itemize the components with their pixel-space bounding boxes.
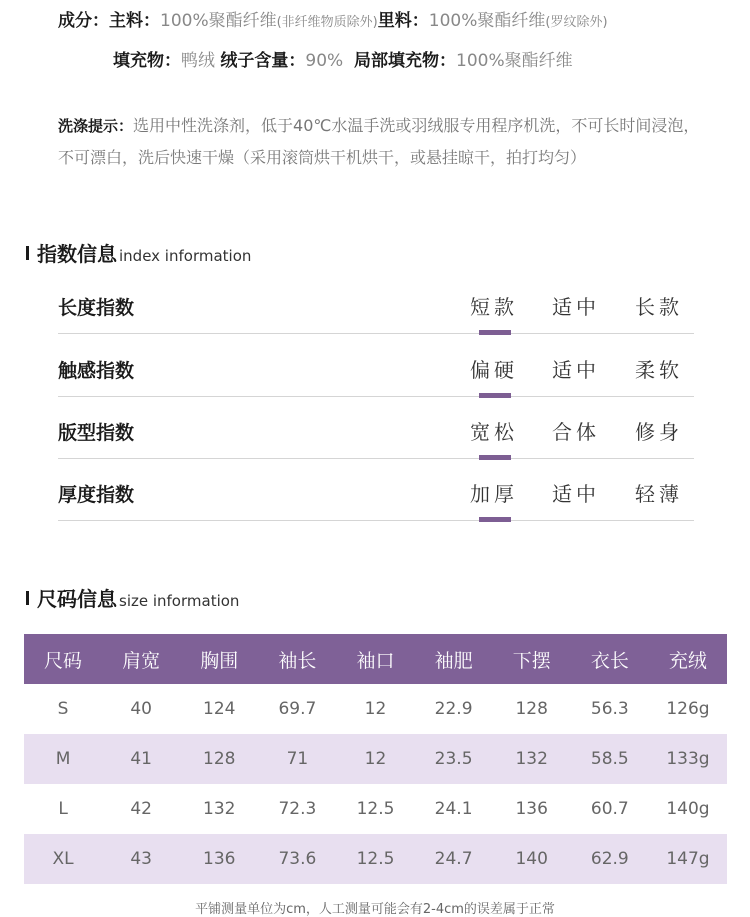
table-cell: 124 [203, 699, 236, 719]
index-option: 修身 [635, 420, 683, 444]
filling-label: 填充物： [113, 51, 181, 71]
table-cell: S [57, 699, 69, 719]
table-cell: 12 [336, 734, 414, 784]
down-content-value: 90% [305, 51, 344, 71]
table-cell: L [58, 799, 68, 819]
measurement-note: 平铺测量单位为cm，人工测量可能会有2-4cm的误差属于正常 [195, 902, 555, 917]
index-option: 适中 [552, 482, 600, 506]
partial-filling-label: 局部填充物： [354, 51, 457, 71]
header-hem: 下摆 [493, 634, 571, 684]
table-cell: 42 [130, 799, 152, 819]
table-header-row [24, 634, 727, 684]
table-cell: 60.7 [590, 799, 629, 819]
table-cell: 41 [102, 734, 180, 784]
size-table [24, 634, 727, 884]
index-row-name: 长度指数 [58, 297, 135, 319]
table-cell: 136 [180, 834, 258, 884]
header-size: 尺码 [24, 634, 102, 684]
size-title: 尺码信息 [37, 587, 117, 611]
index-row-thickness [58, 458, 694, 520]
table-cell: 12 [364, 699, 387, 719]
table-cell: 12.5 [356, 799, 395, 819]
divider [58, 520, 694, 521]
table-cell: 22.9 [434, 699, 473, 719]
main-fabric-note: (非纤维物质除外) [276, 15, 378, 30]
index-option: 加厚 [470, 482, 518, 506]
header-sleeve-width: 袖肥 [415, 634, 493, 684]
filling-value: 鸭绒 [181, 51, 215, 71]
composition-line-2 [113, 46, 573, 71]
table-cell: 58.5 [571, 734, 649, 784]
index-option: 宽松 [470, 420, 518, 444]
header-filling: 充绒 [649, 634, 727, 684]
table-cell: 24.7 [415, 834, 493, 884]
selected-indicator [479, 517, 511, 522]
table-cell: 43 [102, 834, 180, 884]
table-row [24, 684, 727, 734]
table-cell: 62.9 [571, 834, 649, 884]
table-cell: 147g [649, 834, 727, 884]
index-option: 轻薄 [635, 482, 683, 506]
index-option: 偏硬 [470, 358, 518, 382]
table-cell: 72.3 [278, 799, 317, 819]
lining-label: 里料： [377, 11, 429, 31]
index-row-name: 触感指数 [58, 360, 135, 382]
index-option: 适中 [552, 358, 600, 382]
header-shoulder: 肩宽 [102, 634, 180, 684]
table-cell: 71 [258, 734, 336, 784]
wash-instructions [58, 110, 708, 173]
index-row-name: 厚度指数 [58, 484, 135, 506]
index-option: 长款 [635, 295, 683, 319]
table-row [24, 784, 727, 834]
table-cell: 140g [666, 799, 710, 819]
index-row-name: 版型指数 [58, 422, 135, 444]
partial-filling-value: 100%聚酯纤维 [456, 51, 573, 71]
table-cell: 133g [649, 734, 727, 784]
header-chest: 胸围 [180, 634, 258, 684]
table-cell: 132 [493, 734, 571, 784]
index-row-touch [58, 334, 694, 396]
composition-line-1 [58, 6, 608, 31]
header-length: 衣长 [571, 634, 649, 684]
composition-label: 成分： [58, 11, 109, 31]
down-content-label: 绒子含量： [220, 51, 306, 71]
title-bar-icon [26, 591, 29, 605]
lining-value: 100%聚酯纤维 [428, 11, 546, 31]
index-subtitle: index information [119, 247, 252, 265]
table-cell: 12.5 [336, 834, 414, 884]
index-row-fit [58, 396, 694, 458]
table-cell: 136 [515, 799, 548, 819]
index-option: 短款 [470, 295, 518, 319]
size-section-title [26, 583, 239, 612]
table-cell: 23.5 [415, 734, 493, 784]
main-fabric-value: 100%聚酯纤维 [160, 11, 277, 31]
table-cell: 132 [203, 799, 236, 819]
size-subtitle: size information [119, 592, 240, 610]
index-option: 合体 [552, 420, 600, 444]
table-cell: 69.7 [278, 699, 317, 719]
title-bar-icon [26, 246, 29, 260]
main-fabric-label: 主料： [109, 11, 160, 31]
table-cell: 73.6 [258, 834, 336, 884]
table-cell: XL [24, 834, 102, 884]
table-cell: 24.1 [434, 799, 473, 819]
header-cuff: 袖口 [336, 634, 414, 684]
lining-note: (罗纹除外) [545, 15, 608, 30]
index-option: 适中 [552, 295, 600, 319]
table-cell: 40 [130, 699, 152, 719]
table-cell: 128 [515, 699, 548, 719]
index-title: 指数信息 [37, 242, 117, 266]
header-sleeve-length: 袖长 [258, 634, 336, 684]
table-cell: M [24, 734, 102, 784]
table-row [24, 734, 727, 784]
table-cell: 128 [180, 734, 258, 784]
index-option: 柔软 [635, 358, 683, 382]
wash-label: 洗涤提示： [58, 117, 134, 135]
table-cell: 56.3 [590, 699, 629, 719]
table-row [24, 834, 727, 884]
index-section-title [26, 238, 251, 267]
wash-text: 选用中性洗涤剂，低于40℃水温手洗或羽绒服专用程序机洗，不可长时间浸泡，不可漂白，洗后快速干燥（采用滚筒烘干机烘干，或悬挂晾干，拍打均匀） [58, 116, 700, 167]
table-cell: 140 [493, 834, 571, 884]
index-row-length [58, 271, 694, 333]
table-cell: 126g [666, 699, 710, 719]
